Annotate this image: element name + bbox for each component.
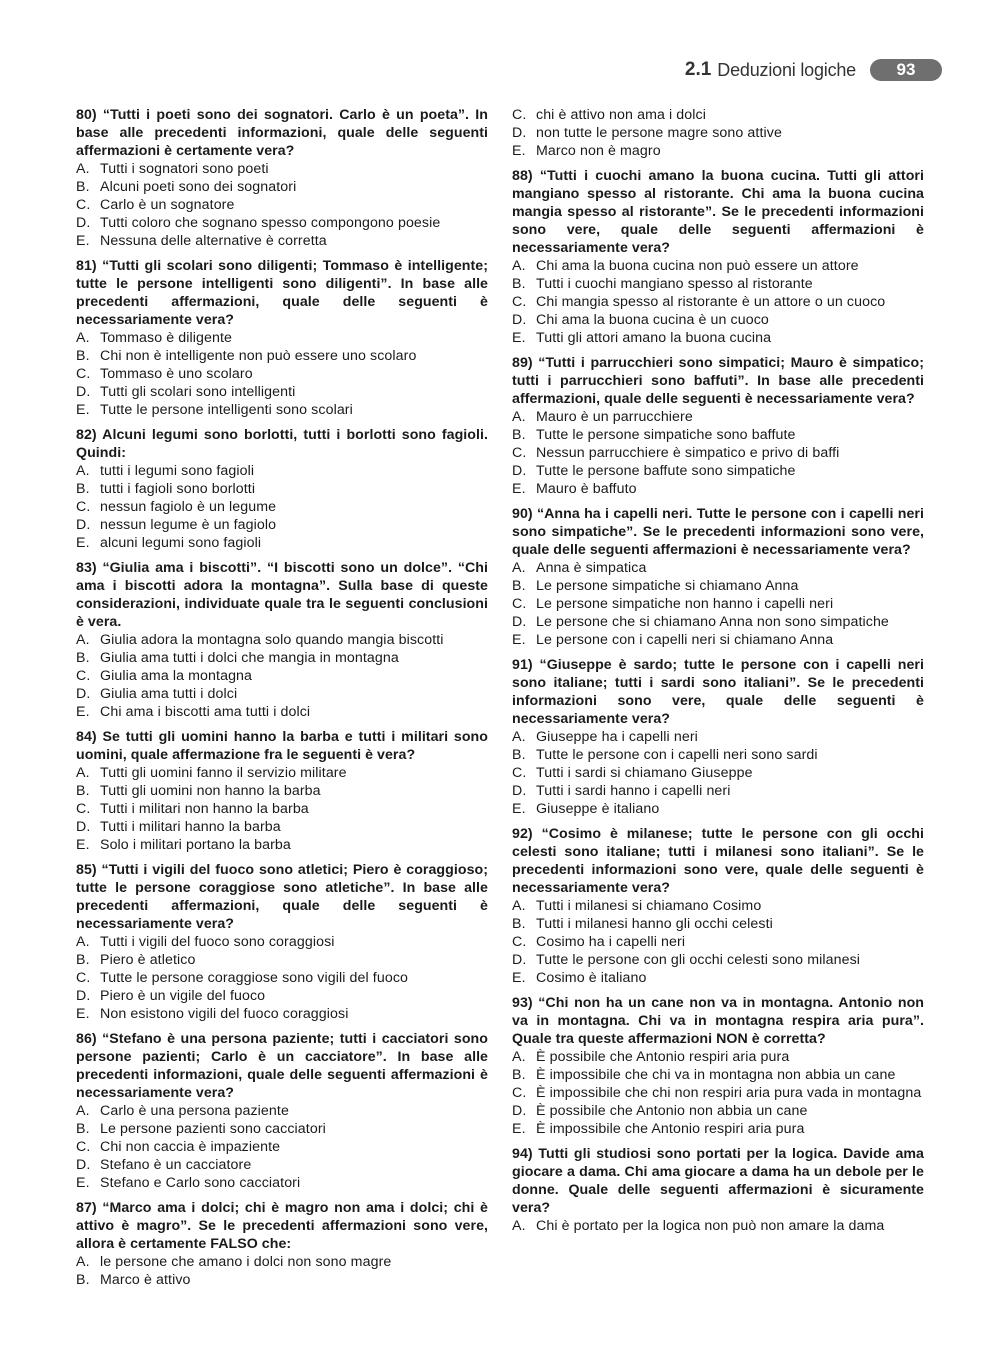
option-letter: E.	[512, 801, 526, 817]
answer-option	[512, 951, 924, 969]
option-letter: E.	[512, 330, 526, 346]
option-letter: C.	[512, 294, 527, 310]
answer-option	[76, 214, 488, 232]
page-number-badge: 93	[870, 59, 942, 81]
answer-option	[512, 915, 924, 933]
option-text: Marco è attivo	[100, 1272, 191, 1288]
option-letter: A.	[512, 1049, 526, 1065]
option-letter: B.	[76, 952, 90, 968]
option-letter: A.	[76, 632, 90, 648]
answer-option	[76, 1138, 488, 1156]
option-letter: D.	[76, 819, 91, 835]
answer-option	[512, 444, 924, 462]
answer-option	[512, 746, 924, 764]
answer-option	[512, 782, 924, 800]
answer-option	[512, 897, 924, 915]
answer-option	[512, 1120, 924, 1138]
question-text: 88) “Tutti i cuochi amano la buona cucina. Tutti gli attori mangiano spesso al ristorante. Chi ama la buona cucina mangia spesso al ristorante”. Se le precedenti informazioni sono vere, quale delle seguenti affermazioni è necessariamente vera?	[512, 168, 924, 256]
answer-option	[512, 257, 924, 275]
option-letter: B.	[512, 578, 526, 594]
question-block	[512, 167, 924, 347]
answer-option	[76, 178, 488, 196]
option-letter: E.	[76, 837, 90, 853]
option-text: È impossibile che chi va in montagna non abbia un cane	[536, 1067, 896, 1083]
option-text: Le persone simpatiche non hanno i capelli neri	[536, 596, 834, 612]
answer-option	[512, 408, 924, 426]
option-text: Giuseppe ha i capelli neri	[536, 729, 698, 745]
answer-option	[76, 480, 488, 498]
answer-option	[76, 1253, 488, 1271]
left-column	[76, 106, 488, 1296]
question-text: 80) “Tutti i poeti sono dei sognatori. Carlo è un poeta”. In base alle precedenti informazioni, quale delle seguenti affermazioni è certamente vera?	[76, 107, 488, 159]
option-letter: D.	[76, 215, 91, 231]
option-text: Tutti i vigili del fuoco sono coraggiosi	[100, 934, 335, 950]
option-text: Tutti i sardi hanno i capelli neri	[536, 783, 731, 799]
option-letter: C.	[512, 765, 527, 781]
question-block	[76, 1199, 488, 1289]
option-letter: C.	[76, 197, 91, 213]
answer-option	[512, 1048, 924, 1066]
option-letter: E.	[76, 1175, 90, 1191]
option-text: Nessuna delle alternative è corretta	[100, 233, 327, 249]
answer-option	[76, 401, 488, 419]
answer-option	[76, 347, 488, 365]
option-text: Le persone pazienti sono cacciatori	[100, 1121, 326, 1137]
option-text: chi è attivo non ama i dolci	[536, 107, 706, 123]
section-title: Deduzioni logiche	[717, 59, 856, 80]
option-letter: B.	[512, 427, 526, 443]
answer-option	[76, 764, 488, 782]
option-text: Tutti i sardi si chiamano Giuseppe	[536, 765, 753, 781]
option-letter: E.	[512, 1121, 526, 1137]
question-block	[512, 1145, 924, 1235]
answer-option	[76, 631, 488, 649]
option-text: tutti i legumi sono fagioli	[100, 463, 255, 479]
option-text: Tutti gli attori amano la buona cucina	[536, 330, 772, 346]
answer-option	[512, 1084, 924, 1102]
answer-option	[512, 142, 924, 160]
option-text: Le persone simpatiche si chiamano Anna	[536, 578, 799, 594]
answer-option	[512, 595, 924, 613]
answer-option	[512, 1102, 924, 1120]
option-text: Tommaso è uno scolaro	[100, 366, 253, 382]
answer-option	[512, 329, 924, 347]
option-text: Chi ama i biscotti ama tutti i dolci	[100, 704, 311, 720]
option-letter: D.	[512, 952, 527, 968]
question-block	[512, 994, 924, 1138]
option-text: Carlo è un sognatore	[100, 197, 235, 213]
option-text: Chi non caccia è impaziente	[100, 1139, 281, 1155]
option-letter: A.	[512, 258, 526, 274]
option-letter: E.	[512, 632, 526, 648]
option-letter: C.	[512, 107, 527, 123]
option-letter: A.	[76, 765, 90, 781]
answer-option	[512, 124, 924, 142]
answer-option	[76, 649, 488, 667]
answer-option	[76, 818, 488, 836]
option-letter: E.	[512, 143, 526, 159]
option-text: Cosimo è italiano	[536, 970, 647, 986]
option-text: tutti i fagioli sono borlotti	[100, 481, 256, 497]
question-text: 83) “Giulia ama i biscotti”. “I biscotti sono un dolce”. “Chi ama i biscotti adora la montagna”. Sulla base di queste considerazioni, individuate quale tra le seguenti conclusioni è vera.	[76, 560, 488, 630]
answer-option	[76, 685, 488, 703]
option-text: Giulia ama la montagna	[100, 668, 253, 684]
option-letter: D.	[512, 614, 527, 630]
question-text: 91) “Giuseppe è sardo; tutte le persone con i capelli neri sono italiane; tutti i sardi sono italiani”. Se le precedenti informazioni sono vere, quale delle seguenti è necessariamente vera?	[512, 657, 924, 727]
answer-option	[76, 1005, 488, 1023]
option-text: nessun fagiolo è un legume	[100, 499, 277, 515]
answer-option	[512, 1066, 924, 1084]
question-block	[76, 559, 488, 721]
question-block	[512, 825, 924, 987]
option-text: Chi mangia spesso al ristorante è un attore o un cuoco	[536, 294, 886, 310]
option-text: Chi è portato per la logica non può non amare la dama	[536, 1218, 885, 1234]
answer-option	[76, 462, 488, 480]
answer-option	[512, 577, 924, 595]
answer-option	[76, 232, 488, 250]
option-text: Tutti i sognatori sono poeti	[100, 161, 269, 177]
answer-option	[76, 329, 488, 347]
question-block	[512, 354, 924, 498]
option-letter: D.	[76, 1157, 91, 1173]
right-column	[512, 106, 924, 1242]
option-letter: D.	[512, 783, 527, 799]
option-letter: B.	[76, 481, 90, 497]
question-block	[76, 257, 488, 419]
question-text: 92) “Cosimo è milanese; tutte le persone con gli occhi celesti sono italiane; tutti i milanesi sono italiani”. Se le precedenti informazioni sono vere, quale delle seguenti è necessariamente vera?	[512, 826, 924, 896]
option-text: Tutti i cuochi mangiano spesso al ristorante	[536, 276, 813, 292]
answer-option	[512, 1217, 924, 1235]
option-letter: D.	[76, 988, 91, 1004]
option-text: Stefano è un cacciatore	[100, 1157, 252, 1173]
option-text: Chi non è intelligente non può essere uno scolaro	[100, 348, 417, 364]
option-text: Tutti i militari hanno la barba	[100, 819, 281, 835]
option-text: Tutte le persone simpatiche sono baffute	[536, 427, 796, 443]
option-letter: A.	[76, 463, 90, 479]
option-letter: E.	[76, 535, 90, 551]
option-text: Tutte le persone intelligenti sono scolari	[100, 402, 353, 418]
option-letter: D.	[512, 463, 527, 479]
option-letter: E.	[512, 970, 526, 986]
option-text: Giulia ama tutti i dolci che mangia in montagna	[100, 650, 399, 666]
option-text: È impossibile che chi non respiri aria pura vada in montagna	[536, 1085, 922, 1101]
question-block	[76, 861, 488, 1023]
option-letter: D.	[76, 384, 91, 400]
option-text: Le persone con i capelli neri si chiamano Anna	[536, 632, 834, 648]
option-text: È impossibile che Antonio respiri aria pura	[536, 1121, 805, 1137]
option-text: Cosimo ha i capelli neri	[536, 934, 686, 950]
answer-option	[76, 1174, 488, 1192]
option-letter: A.	[512, 898, 526, 914]
option-letter: C.	[512, 934, 527, 950]
option-text: Mauro è baffuto	[536, 481, 637, 497]
answer-option	[512, 106, 924, 124]
option-letter: E.	[76, 402, 90, 418]
answer-option	[512, 728, 924, 746]
answer-option	[512, 559, 924, 577]
option-text: Le persone che si chiamano Anna non sono simpatiche	[536, 614, 889, 630]
option-text: Anna è simpatica	[536, 560, 647, 576]
option-letter: A.	[76, 1103, 90, 1119]
section-number: 2.1	[684, 59, 712, 80]
option-text: Alcuni poeti sono dei sognatori	[100, 179, 297, 195]
answer-option	[76, 836, 488, 854]
option-letter: A.	[76, 330, 90, 346]
option-letter: C.	[512, 445, 527, 461]
option-text: Tutti i milanesi si chiamano Cosimo	[536, 898, 762, 914]
answer-option	[512, 933, 924, 951]
option-text: Nessun parrucchiere è simpatico e privo di baffi	[536, 445, 840, 461]
option-letter: A.	[512, 409, 526, 425]
answer-option	[512, 800, 924, 818]
answer-option	[76, 498, 488, 516]
option-text: Tutte le persone con i capelli neri sono sardi	[536, 747, 818, 763]
option-letter: C.	[76, 668, 91, 684]
option-letter: B.	[512, 747, 526, 763]
option-text: Tutti i milanesi hanno gli occhi celesti	[536, 916, 773, 932]
page-header	[685, 58, 942, 82]
option-letter: A.	[512, 560, 526, 576]
option-letter: A.	[512, 1218, 526, 1234]
option-letter: D.	[76, 686, 91, 702]
option-text: Piero è un vigile del fuoco	[100, 988, 266, 1004]
option-text: Tutte le persone coraggiose sono vigili del fuoco	[100, 970, 409, 986]
answer-option	[512, 275, 924, 293]
option-letter: D.	[512, 1103, 527, 1119]
option-letter: B.	[76, 179, 90, 195]
option-letter: B.	[76, 783, 90, 799]
option-letter: D.	[76, 517, 91, 533]
option-letter: B.	[512, 1067, 526, 1083]
option-text: Chi ama la buona cucina non può essere un attore	[536, 258, 859, 274]
answer-option	[76, 1271, 488, 1289]
question-block	[76, 1030, 488, 1192]
question-text: 87) “Marco ama i dolci; chi è magro non ama i dolci; chi è attivo è magro”. Se le precedenti affermazioni sono vere, allora è certamente FALSO che:	[76, 1200, 488, 1252]
option-text: Tutti i militari non hanno la barba	[100, 801, 309, 817]
answer-option	[76, 782, 488, 800]
option-text: Tutti gli uomini fanno il servizio militare	[100, 765, 347, 781]
option-letter: D.	[512, 312, 527, 328]
option-text: Stefano e Carlo sono cacciatori	[100, 1175, 301, 1191]
option-text: Marco non è magro	[536, 143, 661, 159]
answer-option	[76, 933, 488, 951]
option-letter: A.	[76, 1254, 90, 1270]
option-letter: C.	[76, 801, 91, 817]
option-letter: E.	[76, 1006, 90, 1022]
answer-option	[76, 196, 488, 214]
option-text: Tutte le persone baffute sono simpatiche	[536, 463, 796, 479]
answer-option	[512, 462, 924, 480]
option-letter: C.	[76, 1139, 91, 1155]
option-text: le persone che amano i dolci non sono magre	[100, 1254, 392, 1270]
option-text: Non esistono vigili del fuoco coraggiosi	[100, 1006, 349, 1022]
answer-option	[76, 1102, 488, 1120]
question-block	[512, 505, 924, 649]
question-block	[512, 656, 924, 818]
option-letter: C.	[512, 596, 527, 612]
option-text: Tommaso è diligente	[100, 330, 233, 346]
question-block	[76, 728, 488, 854]
option-text: Tutte le persone con gli occhi celesti sono milanesi	[536, 952, 861, 968]
question-block	[76, 426, 488, 552]
answer-option	[512, 480, 924, 498]
answer-option	[76, 800, 488, 818]
option-letter: B.	[76, 1121, 90, 1137]
question-text: 93) “Chi non ha un cane non va in montagna. Antonio non va in montagna. Chi va in montagna respira aria pura”. Quale tra queste affermazioni NON è corretta?	[512, 995, 924, 1047]
answer-option	[76, 1156, 488, 1174]
answer-option	[512, 613, 924, 631]
question-text: 89) “Tutti i parrucchieri sono simpatici; Mauro è simpatico; tutti i parrucchieri sono baffuti”. In base alle precedenti affermazioni, quale delle seguenti è necessariamente vera?	[512, 355, 924, 407]
answer-option	[512, 631, 924, 649]
question-87-continuation	[512, 106, 924, 160]
option-text: Chi ama la buona cucina è un cuoco	[536, 312, 769, 328]
answer-option	[512, 426, 924, 444]
option-text: Tutti coloro che sognano spesso compongono poesie	[100, 215, 441, 231]
answer-option	[76, 534, 488, 552]
answer-option	[76, 969, 488, 987]
option-text: Tutti gli scolari sono intelligenti	[100, 384, 296, 400]
answer-option	[512, 764, 924, 782]
option-letter: C.	[76, 499, 91, 515]
option-letter: E.	[512, 481, 526, 497]
option-text: Giulia ama tutti i dolci	[100, 686, 238, 702]
question-text: 81) “Tutti gli scolari sono diligenti; Tommaso è intelligente; tutte le persone intelligenti sono diligenti”. In base alle precedenti affermazioni, quale delle seguenti è necessariamente vera?	[76, 258, 488, 328]
option-text: È possibile che Antonio non abbia un cane	[536, 1103, 808, 1119]
option-letter: C.	[76, 366, 91, 382]
option-letter: A.	[76, 934, 90, 950]
option-letter: B.	[512, 276, 526, 292]
option-letter: C.	[512, 1085, 527, 1101]
option-text: Solo i militari portano la barba	[100, 837, 291, 853]
answer-option	[512, 311, 924, 329]
option-letter: B.	[76, 1272, 90, 1288]
option-text: non tutte le persone magre sono attive	[536, 125, 782, 141]
question-text: 82) Alcuni legumi sono borlotti, tutti i borlotti sono fagioli. Quindi:	[76, 427, 488, 461]
option-letter: E.	[76, 704, 90, 720]
answer-option	[76, 160, 488, 178]
answer-option	[512, 969, 924, 987]
question-text: 85) “Tutti i vigili del fuoco sono atletici; Piero è coraggioso; tutte le persone coraggiose sono atletiche”. In base alle precedenti affermazioni, quale delle seguenti è necessariamente vera?	[76, 862, 488, 932]
answer-option	[76, 703, 488, 721]
answer-option	[76, 987, 488, 1005]
option-letter: B.	[512, 916, 526, 932]
option-text: nessun legume è un fagiolo	[100, 517, 277, 533]
option-text: Mauro è un parrucchiere	[536, 409, 693, 425]
option-text: alcuni legumi sono fagioli	[100, 535, 262, 551]
option-letter: C.	[76, 970, 91, 986]
answer-option	[76, 365, 488, 383]
option-text: Giuseppe è italiano	[536, 801, 660, 817]
option-letter: A.	[512, 729, 526, 745]
option-text: Piero è atletico	[100, 952, 196, 968]
answer-option	[76, 516, 488, 534]
question-text: 84) Se tutti gli uomini hanno la barba e tutti i militari sono uomini, quale affermazione fra le seguenti è vera?	[76, 729, 488, 763]
answer-option	[76, 1120, 488, 1138]
option-text: Tutti gli uomini non hanno la barba	[100, 783, 321, 799]
question-text: 86) “Stefano è una persona paziente; tutti i cacciatori sono persone pazienti; Carlo è un cacciatore”. In base alle precedenti informazioni, quale delle seguenti affermazioni è necessariamente vera?	[76, 1031, 488, 1101]
option-text: È possibile che Antonio respiri aria pura	[536, 1049, 790, 1065]
question-text: 90) “Anna ha i capelli neri. Tutte le persone con i capelli neri sono simpatiche”. Se le precedenti informazioni sono vere, quale delle seguenti affermazioni è necessariamente vera?	[512, 506, 924, 558]
option-letter: B.	[76, 348, 90, 364]
option-text: Giulia adora la montagna solo quando mangia biscotti	[100, 632, 444, 648]
option-letter: B.	[76, 650, 90, 666]
option-letter: D.	[512, 125, 527, 141]
option-text: Carlo è una persona paziente	[100, 1103, 289, 1119]
answer-option	[76, 667, 488, 685]
answer-option	[76, 951, 488, 969]
option-letter: E.	[76, 233, 90, 249]
answer-option	[76, 383, 488, 401]
question-block	[76, 106, 488, 250]
answer-option	[512, 293, 924, 311]
option-letter: A.	[76, 161, 90, 177]
question-text: 94) Tutti gli studiosi sono portati per la logica. Davide ama giocare a dama. Chi ama giocare a dama ha un debole per le donne. Quale delle seguenti affermazioni è sicuramente vera?	[512, 1146, 924, 1216]
